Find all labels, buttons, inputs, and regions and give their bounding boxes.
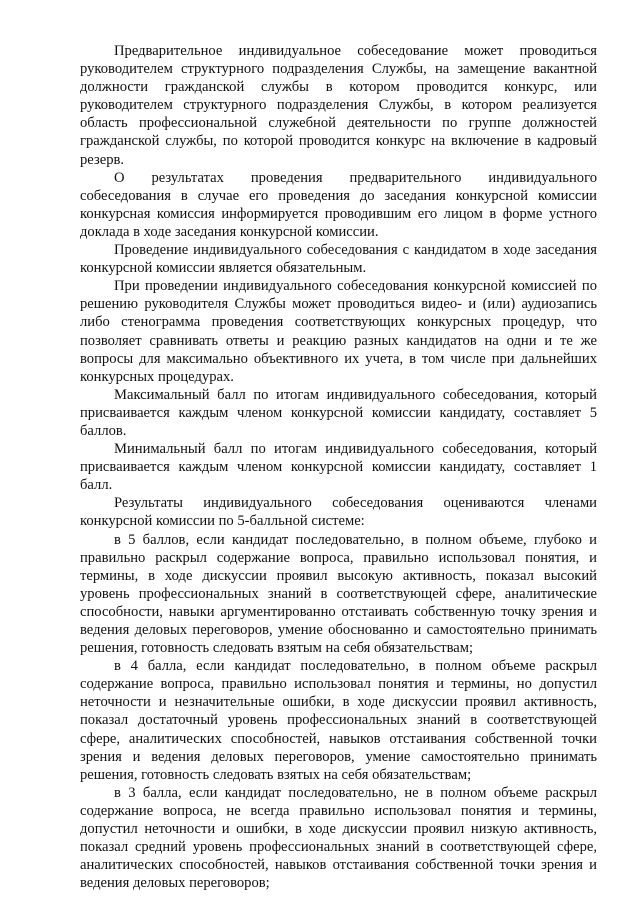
paragraph-video-recording: При проведении индивидуального собеседования конкурсной комиссией по решению руководителя Службы может проводиться видео- и (или) аудиозапись либо стенограмма проведения соответствующих конкурсных процедур, что позволяет сравнивать ответы и реакцию разных кандидатов на одни и те же вопросы для максимально объективного их учета, в том числе при дальнейших конкурсных процедурах. — [80, 278, 597, 385]
document-page — [80, 42, 597, 892]
paragraph-mandatory-interview: Проведение индивидуального собеседования с кандидатом в ходе заседания конкурсной комиссии является обязательным. — [80, 242, 597, 277]
paragraph-preliminary-interview: Предварительное индивидуальное собеседование может проводиться руководителем структурного подразделения Службы, на замещение вакантной должности гражданской службы в котором проводится конкурс, или руководителем структурного подразделения Службы, в котором реализуется область профессиональной служебной деятельности по группе должностей гражданской службы, по которой проводится конкурс на включение в кадровый резерв. — [80, 43, 597, 168]
paragraph-minimum-score: Минимальный балл по итогам индивидуального собеседования, который присваивается каждым членом конкурсной комиссии кандидату, составляет 1 балл. — [80, 441, 597, 494]
paragraph-maximum-score: Максимальный балл по итогам индивидуального собеседования, который присваивается каждым членом конкурсной комиссии кандидату, составляет 5 баллов. — [80, 386, 597, 439]
paragraph-score-3: в 3 балла, если кандидат последовательно, не в полном объеме раскрыл содержание вопроса, не всегда правильно использовал понятия и термины, допустил неточности и ошибки, в ходе дискуссии проявил низкую активность, показал средний уровень профессиональных знаний в соответствующей сфере, аналитических способностей, навыков отстаивания собственной точки зрения и ведения деловых переговоров; — [80, 784, 597, 892]
paragraph-results-preliminary: О результатах проведения предварительного индивидуального собеседования в случае его проведения до заседания конкурсной комиссии конкурсная комиссия информируется проводившим его лицом в форме устного доклада в ходе заседания конкурсной комиссии. — [80, 169, 597, 240]
paragraph-score-4: в 4 балла, если кандидат последовательно, в полном объеме раскрыл содержание вопроса, правильно использовал понятия и термины, но допустил неточности и незначительные ошибки, в ходе дискуссии проявил активность, показал достаточный уровень профессиональных знаний в соответствующей сфере, аналитических способностей, навыков отстаивания собственной точки зрения и ведения деловых переговоров, умение самостоятельно принимать решения, готовность следовать взятых на себя обязательствам; — [80, 658, 597, 783]
paragraph-score-5: в 5 баллов, если кандидат последовательно, в полном объеме, глубоко и правильно раскрыл содержание вопроса, правильно использовал понятия, и термины, в ходе дискуссии проявил высокую активность, показал высокий уровень профессиональных знаний в соответствующей сфере, аналитические способности, навыки аргументированно отстаивать собственную точку зрения и ведения деловых переговоров, умение обоснованно и самостоятельно принимать решения, готовность следовать взятым на себя обязательствам; — [80, 531, 597, 657]
paragraph-scoring-system: Результаты индивидуального собеседования оцениваются членами конкурсной комиссии по 5-балльной системе: — [80, 495, 597, 530]
